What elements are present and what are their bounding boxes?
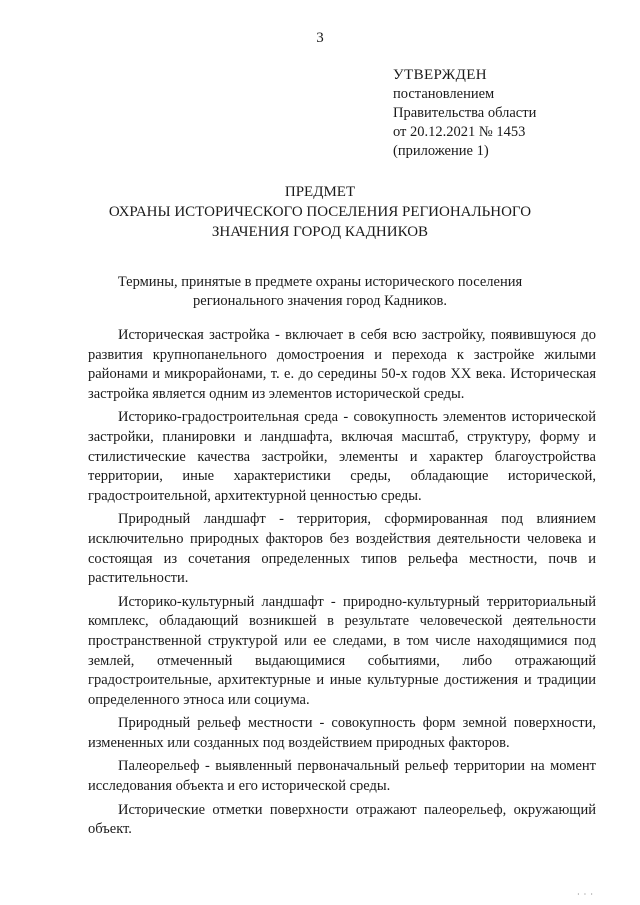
approval-line: Правительства области — [393, 105, 537, 121]
paragraph: Исторические отметки поверхности отражают палеорельеф, окружающий объект. — [88, 801, 596, 838]
page-number: 3 — [316, 30, 324, 46]
paragraph: Природный рельеф местности - совокупность форм земной поверхности, измененных или созданных под воздействием природных факторов. — [88, 715, 596, 751]
title-line: ОХРАНЫ ИСТОРИЧЕСКОГО ПОСЕЛЕНИЯ РЕГИОНАЛЬНОГО — [108, 204, 532, 220]
approval-stamp — [393, 66, 536, 161]
document-body — [88, 326, 596, 844]
approval-line: от 20.12.2021 № 1453 — [393, 124, 526, 140]
terms-line: регионального значения город Кадников. — [193, 293, 447, 309]
title-line: ПРЕДМЕТ — [284, 184, 356, 200]
paragraph: Природный ландшафт - территория, сформированная под влиянием исключительно природных факторов без воздействия деятельности человека и состоящая из сочетания определенных типов рельефа местности, почв и растительности. — [88, 511, 596, 587]
paragraph: Историко-культурный ландшафт - природно-культурный территориальный комплекс, обладающий возникшей в результате человеческой деятельности пространственной структурой или ее следами, в том числе находящимися под землей, отмеченный выдающимися событиями, либо отражающий градостроительные, архитектурные и иные культурные достижения и традиции определенного этноса или социума. — [88, 593, 596, 708]
approval-line: (приложение 1) — [393, 143, 489, 159]
approval-title: УТВЕРЖДЕН — [393, 67, 488, 83]
terms-heading — [100, 273, 540, 311]
title-line: ЗНАЧЕНИЯ ГОРОД КАДНИКОВ — [211, 224, 429, 240]
document-title — [80, 182, 560, 242]
paragraph: Палеорельеф - выявленный первоначальный рельеф территории на момент исследования объекта и его исторической среды. — [88, 758, 596, 795]
approval-line: постановлением — [393, 86, 495, 102]
footer-mark: · · · — [577, 890, 594, 899]
paragraph: Историко-градостроительная среда - совокупность элементов исторической застройки, планировки и ландшафта, включая масштаб, структуру, форму и стилистические качества застройки, элементы и характер благоустройства территории, иные характеристики среды, обладающие исторической, градостроительной, архитектурной ценностью среды. — [88, 409, 596, 504]
paragraph: Историческая застройка - включает в себя всю застройку, появившуюся до развития крупнопанельного домостроения и перехода к застройке жилыми районами и микрорайонами, т. е. до середины 50-х годов XX века. Историческая застройка является одним из элементов исторической среды. — [88, 327, 596, 402]
terms-line: Термины, принятые в предмете охраны исторического поселения — [117, 274, 523, 290]
